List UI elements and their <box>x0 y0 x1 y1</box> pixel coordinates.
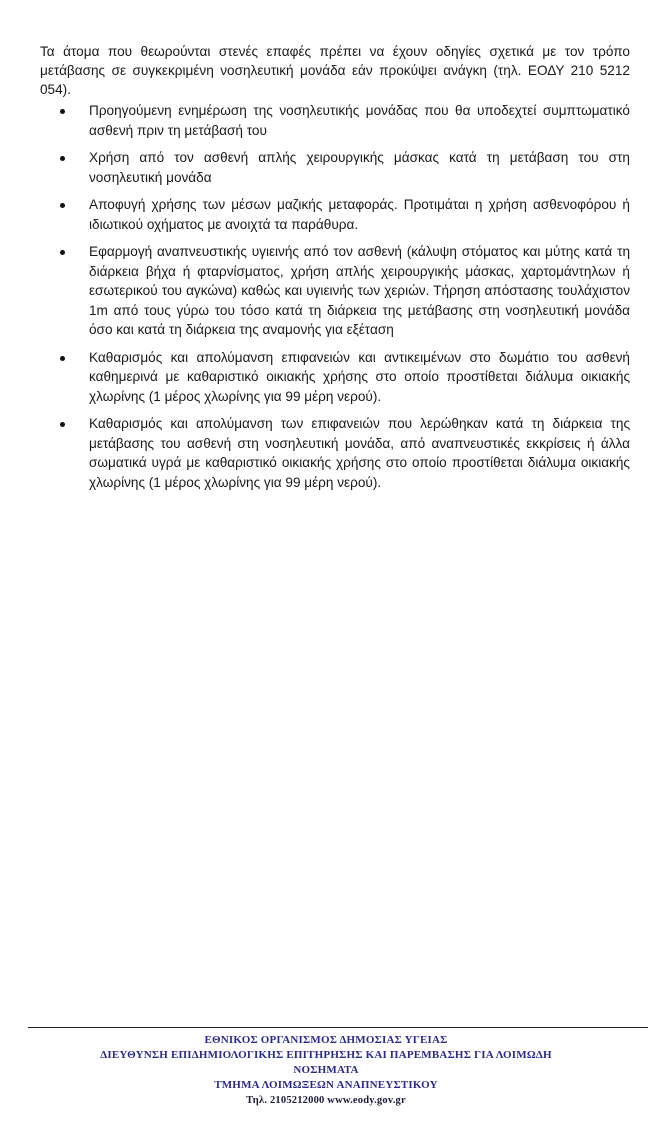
list-item <box>60 242 630 340</box>
list-item <box>60 414 630 492</box>
list-item-text: Εφαρμογή αναπνευστικής υγιεινής από τον ασθενή (κάλυψη στόματος και μύτης κατά τη διάρκεια βήχα ή φταρνίσματος, χρήση απλής χειρουργικής μάσκας, χαρτομάντηλων ή εσωτερικού του αγκώνα) καθώς και υγιεινής των χεριών. Τήρηση απόστασης τουλάχιστον 1m από τους γύρω του τόσο κατά τη διάρκεια της μετάβασης στη νοσηλευτική μονάδα όσο και κατά τη διάρκεια της αναμονής για εξέταση <box>89 244 630 337</box>
footer-directorate-continued: ΝΟΣΗΜΑΤΑ <box>293 1064 359 1076</box>
footer-directorate: ΔΙΕΥΘΥΝΣΗ ΕΠΙΔΗΜΙΟΛΟΓΙΚΗΣ ΕΠΙΤΗΡΗΣΗΣ ΚΑΙ ΠΑΡΕΜΒΑΣΗΣ ΓΙΑ ΛΟΙΜΩΔΗ <box>100 1049 552 1061</box>
bullet-icon <box>60 156 65 161</box>
bullet-icon <box>60 356 65 361</box>
footer-divider <box>28 1027 648 1028</box>
list-item-text: Καθαρισμός και απολύμανση επιφανειών και αντικειμένων στο δωμάτιο του ασθενή καθημερινά με καθαριστικό οικιακής χρήσης στο οποίο προστίθεται διάλυμα οικιακής χλωρίνης (1 μέρος χλωρίνης για 99 μέρη νερού). <box>89 349 630 404</box>
list-item-text: Χρήση από τον ασθενή απλής χειρουργικής μάσκας κατά τη μετάβαση του στη νοσηλευτική μονάδα <box>89 150 630 185</box>
bullet-icon <box>60 422 65 427</box>
intro-paragraph: Τα άτομα που θεωρούνται στενές επαφές πρέπει να έχουν οδηγίες σχετικά με τον τρόπο μετάβασης σε συγκεκριμένη νοσηλευτική μονάδα εάν προκύψει ανάγκη (τηλ. ΕΟΔΥ 210 5212 054). <box>40 44 630 97</box>
list-item <box>60 148 630 187</box>
bullet-icon <box>60 250 65 255</box>
page-footer <box>0 1033 652 1108</box>
instruction-list <box>60 101 630 500</box>
list-item <box>60 195 630 234</box>
list-item <box>60 101 630 140</box>
bullet-icon <box>60 109 65 114</box>
footer-organization: ΕΘΝΙΚΟΣ ΟΡΓΑΝΙΣΜΟΣ ΔΗΜΟΣΙΑΣ ΥΓΕΙΑΣ <box>204 1034 448 1046</box>
list-item-text: Αποφυγή χρήσης των μέσων μαζικής μεταφοράς. Προτιμάται η χρήση ασθενοφόρου ή ιδιωτικού οχήματος με ανοιχτά τα παράθυρα. <box>89 197 630 232</box>
list-item <box>60 348 630 407</box>
footer-contact: Τηλ. 2105212000 www.eody.gov.gr <box>246 1095 406 1106</box>
list-item-text: Προηγούμενη ενημέρωση της νοσηλευτικής μονάδας που θα υποδεχτεί συμπτωματικό ασθενή πριν τη μετάβασή του <box>89 103 630 138</box>
footer-department: ΤΜΗΜΑ ΛΟΙΜΩΞΕΩΝ ΑΝΑΠΝΕΥΣΤΙΚΟΥ <box>214 1079 438 1091</box>
bullet-icon <box>60 203 65 208</box>
list-item-text: Καθαρισμός και απολύμανση των επιφανειών που λερώθηκαν κατά τη διάρκεια της μετάβασης του ασθενή στη νοσηλευτική μονάδα, από αναπνευστικές εκκρίσεις ή άλλα σωματικά υγρά με καθαριστικό οικιακής χρήσης στο οποίο προστίθεται διάλυμα οικιακής χλωρίνης (1 μέρος χλωρίνης για 99 μέρη νερού). <box>89 416 630 490</box>
